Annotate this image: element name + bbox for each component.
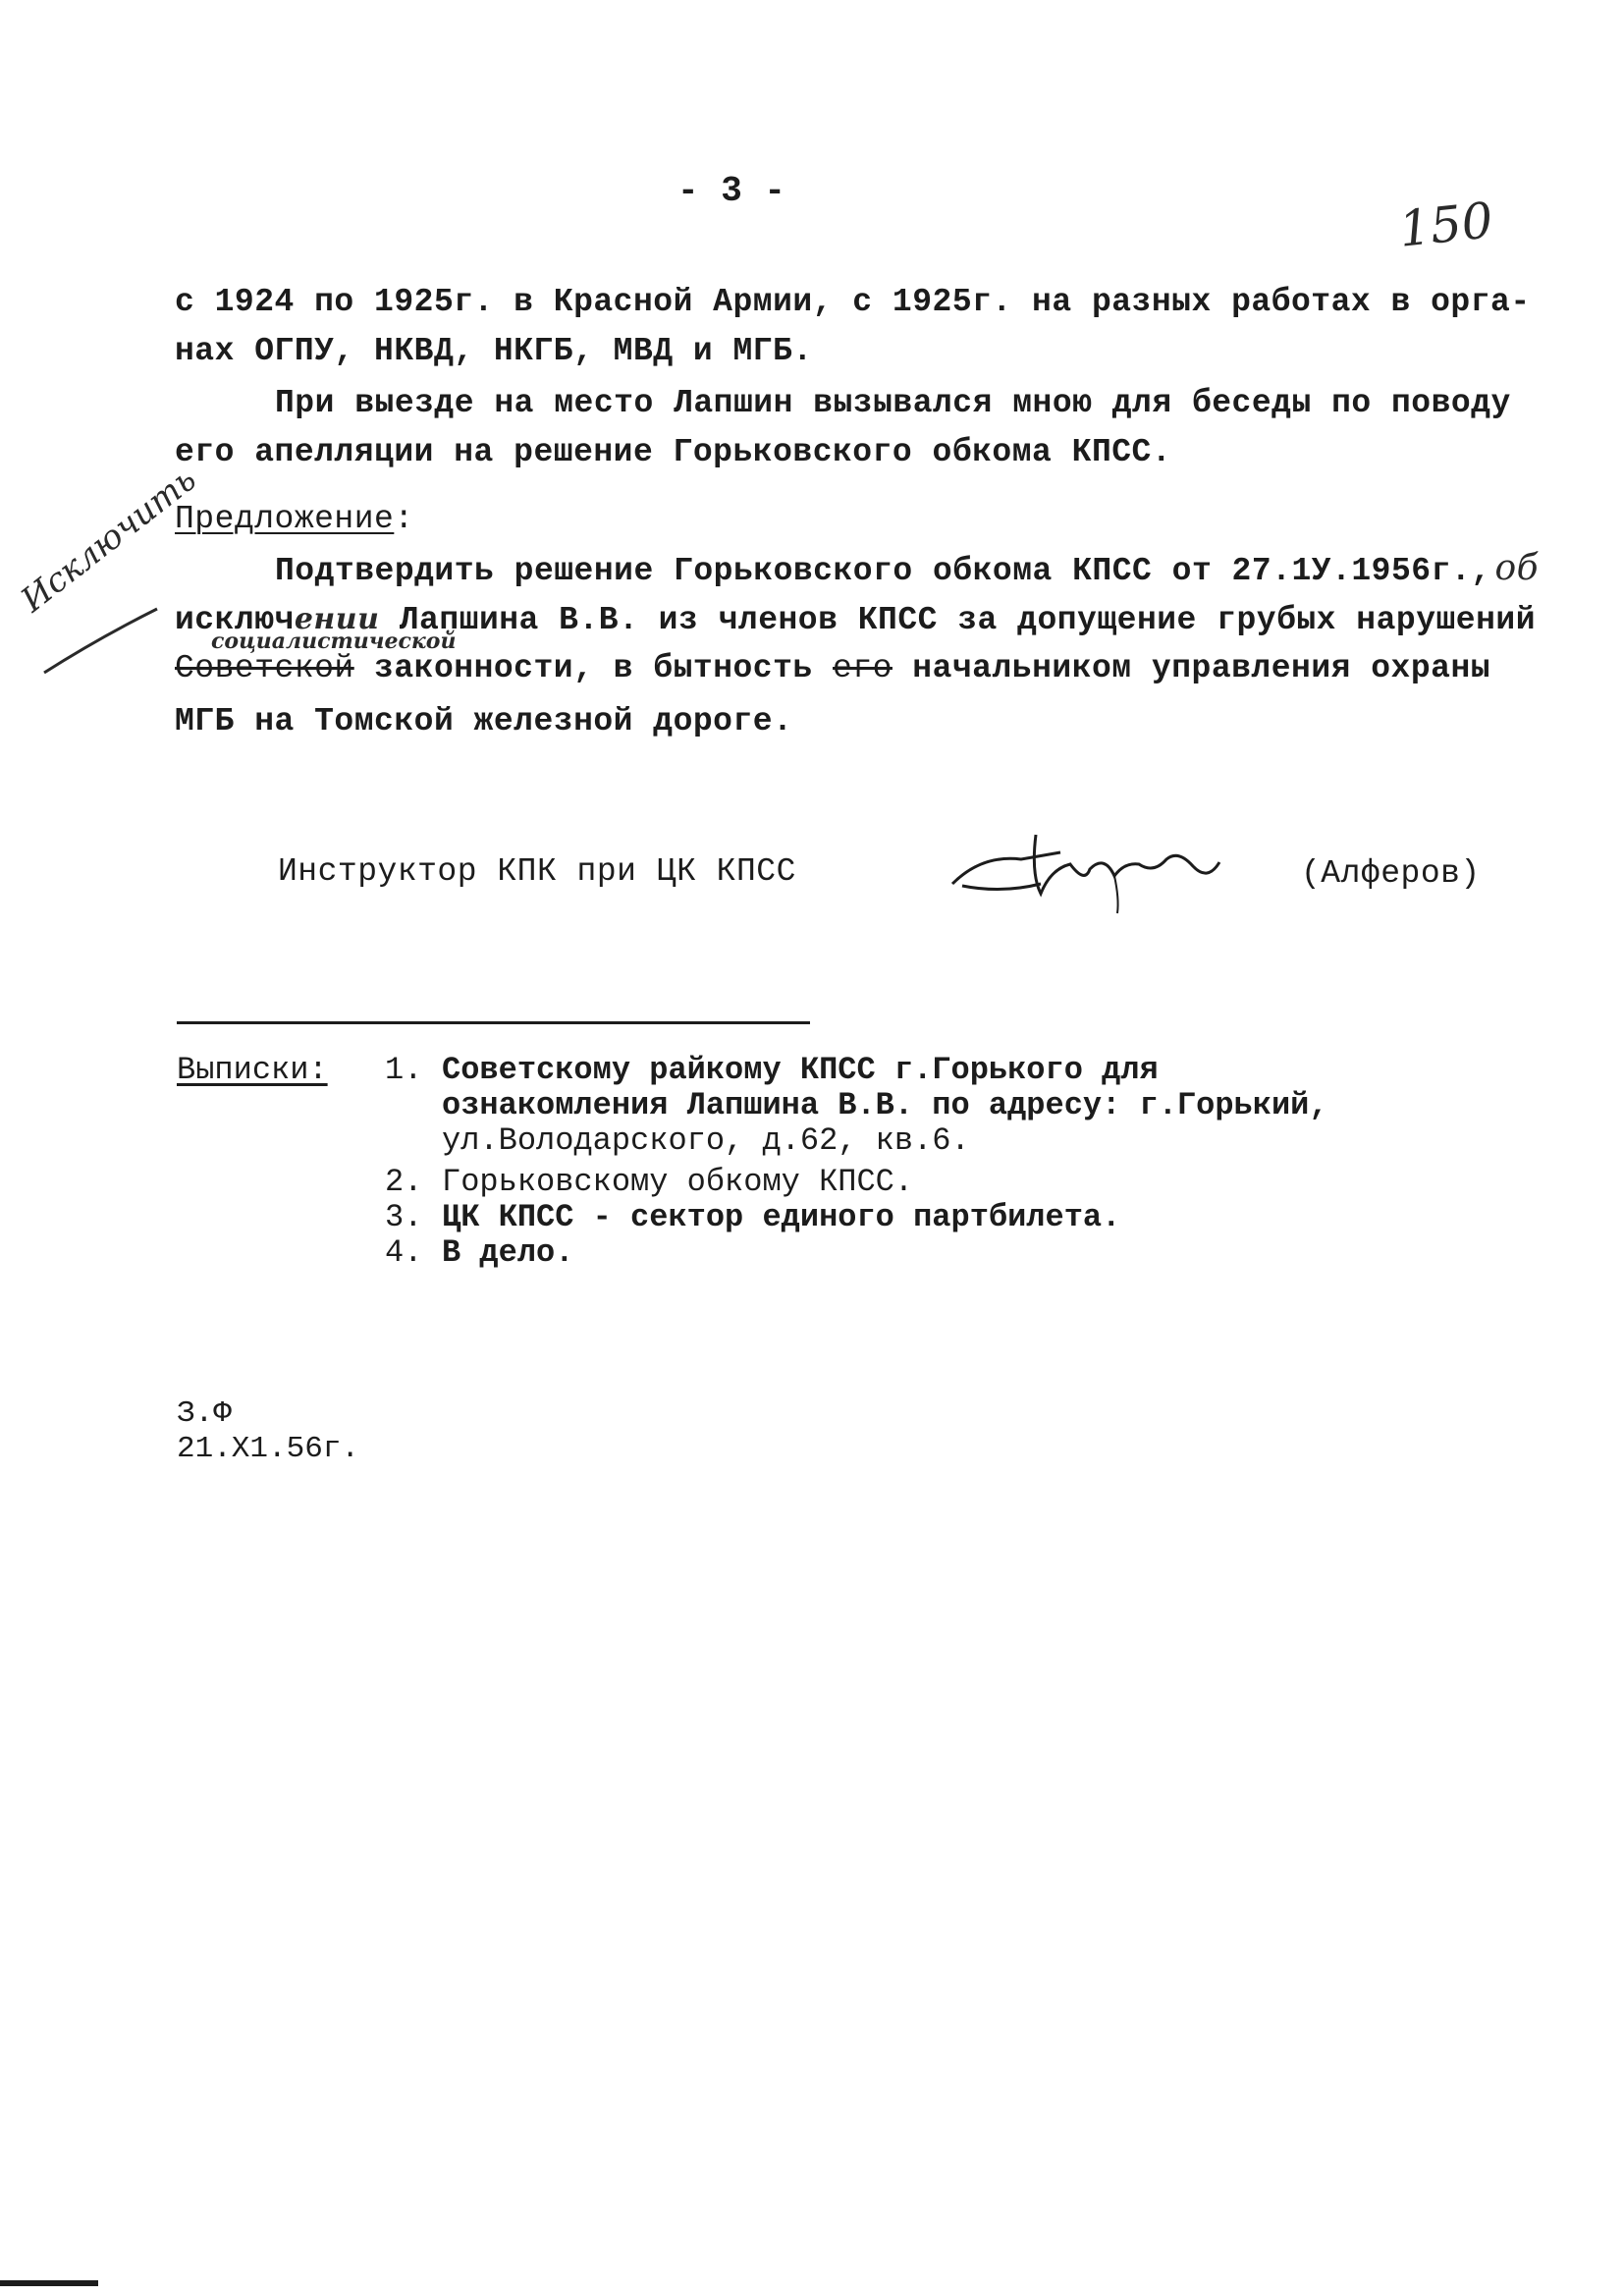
page-number: - 3 - (677, 171, 786, 211)
extract-item-2-num: 2. (385, 1164, 423, 1200)
extract-item-1-line-3: ул.Володарского, д.62, кв.6. (442, 1122, 970, 1159)
intro-line-2: нах ОГПУ, НКВД, НКГБ, МВД и МГБ. (175, 333, 813, 369)
margin-note-underline (39, 589, 177, 678)
signature-title: Инструктор КПК при ЦК КПСС (278, 853, 796, 890)
proposal-heading-text: Предложение (175, 501, 395, 537)
proposal-line-4: МГБ на Томской железной дороге. (175, 703, 793, 739)
intro-line-1: с 1924 по 1925г. в Красной Армии, с 1925г. на разных работах в орга- (175, 284, 1531, 320)
proposal-line-3-mid: законности, в бытность (374, 650, 813, 686)
proposal-line-1-text: Подтвердить решение Горьковского обкома КПСС от 27.1У.1956г., (275, 553, 1491, 589)
extract-item-3-num: 3. (385, 1199, 423, 1235)
proposal-line-1 (275, 544, 1539, 596)
extract-item-3-line-1: ЦК КПСС - сектор единого партбилета. (442, 1199, 1121, 1235)
footer-initials: З.Ф (177, 1396, 232, 1431)
proposal-line-3 (175, 644, 1490, 693)
signature-name: (Алферов) (1301, 855, 1481, 892)
extract-item-4-num: 4. (385, 1234, 423, 1271)
scan-edge-mark (0, 2280, 98, 2286)
paragraph-line-1: При выезде на место Лапшин вызывался мною для беседы по поводу (275, 385, 1511, 421)
handwritten-insert-socialist: социалистической (211, 629, 457, 654)
extract-item-4-line-1: В дело. (442, 1234, 574, 1271)
margin-note-handwritten: Исключить (14, 460, 204, 621)
struck-ego: его (833, 650, 893, 686)
handwritten-signature-icon (943, 815, 1267, 923)
separator-line (177, 1021, 810, 1024)
handwritten-ob: об (1494, 548, 1540, 588)
handwritten-correction-enii: ении (294, 602, 380, 636)
paragraph-line-2: его апелляции на решение Горьковского обкома КПСС. (175, 434, 1172, 470)
struck-sovetskoy: Советской (175, 650, 354, 686)
proposal-heading (175, 495, 414, 544)
extract-item-1-line-2: ознакомления Лапшина В.В. по адресу: г.Горький, (442, 1087, 1328, 1123)
extracts-label: Выписки: (177, 1052, 328, 1088)
extract-item-1-line-1: Советскому райкому КПСС г.Горького для (442, 1052, 1159, 1088)
archive-number: 150 (1396, 191, 1496, 258)
proposal-line-2-start: исключ (175, 602, 295, 638)
extract-item-1 (385, 1053, 422, 1088)
footer-date: 21.X1.56г. (177, 1432, 360, 1466)
extract-item-num: 1. (385, 1052, 423, 1088)
proposal-line-3-rest: начальником управления охраны (912, 650, 1491, 686)
proposal-line-2-rest: Лапшина В.В. из членов КПСС за допущение грубых нарушений (399, 602, 1537, 638)
proposal-heading-colon: : (394, 501, 414, 537)
extract-item-2-line-1: Горьковскому обкому КПСС. (442, 1164, 914, 1200)
